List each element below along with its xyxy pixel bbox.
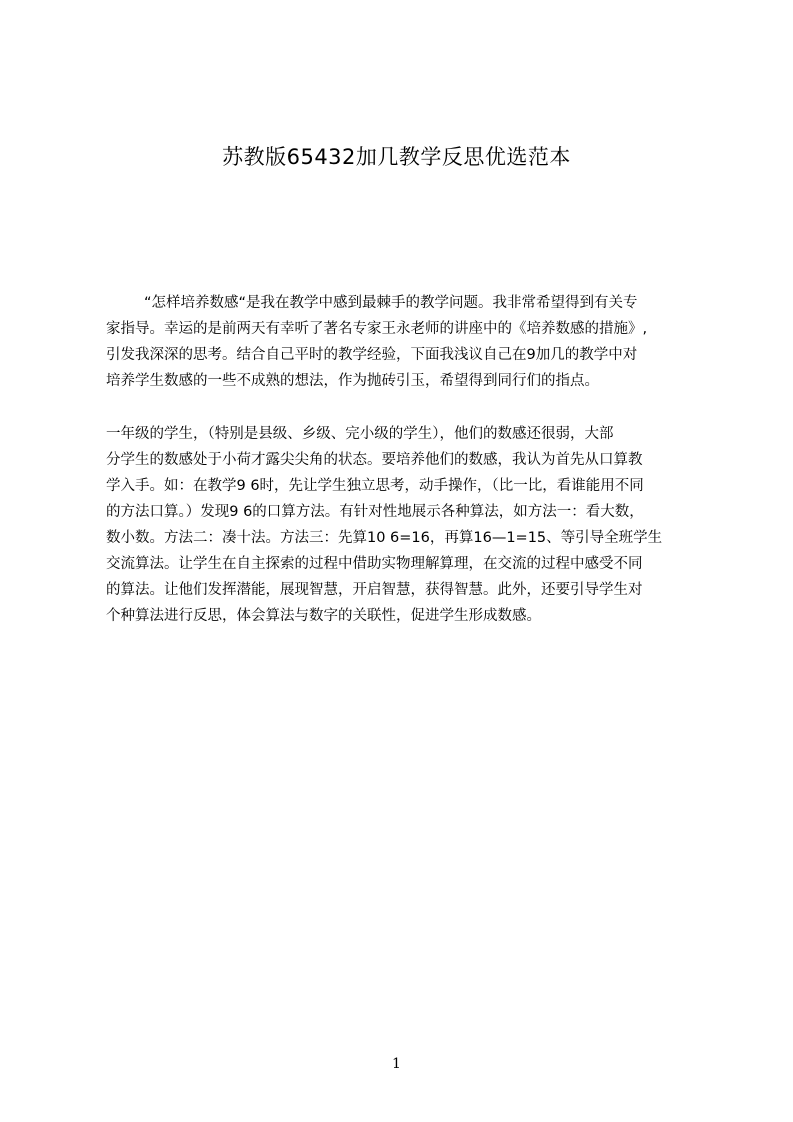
paragraph-line: 数小数。方法二：凑十法。方法三：先算10 6=16，再算16—1=15、等引导全班学生 — [106, 530, 663, 546]
paragraph-line: 引发我深深的思考。结合自己平时的教学经验，下面我浅议自己在9加几的教学中对 — [106, 347, 638, 363]
paragraph-line: 分学生的数感处于小荷才露尖尖角的状态。要培养他们的数感，我认为首先从口算教 — [106, 452, 643, 468]
paragraph-line: 学入手。如：在教学9 6时，先让学生独立思考，动手操作，（比一比，看谁能用不同 — [106, 478, 644, 494]
paragraph-line: 的算法。让他们发挥潜能，展现智慧，开启智慧，获得智慧。此外，还要引导学生对 — [106, 582, 643, 598]
paragraph-2 — [106, 421, 696, 629]
page-title: 苏教版65432加几教学反思优选范本 — [222, 145, 571, 169]
paragraph-line: “怎样培养数感“是我在教学中感到最棘手的教学问题。我非常希望得到有关专 — [144, 295, 638, 311]
paragraph-line: 一年级的学生，（特别是县级、乡级、完小级的学生），他们的数感还很弱，大部 — [106, 426, 614, 442]
paragraph-1 — [106, 290, 696, 394]
paragraph-line: 的方法口算。）发现9 6的口算方法。有针对性地展示各种算法，如方法一：看大数， — [106, 504, 644, 520]
paragraph-line: 培养学生数感的一些不成熟的想法，作为抛砖引玉，希望得到同行们的指点。 — [106, 373, 599, 389]
paragraph-line: 个种算法进行反思，体会算法与数字的关联性，促进学生形成数感。 — [106, 608, 541, 624]
page-number: 1 — [392, 1056, 401, 1072]
paragraph-line: 家指导。幸运的是前两天有幸听了著名专家王永老师的讲座中的《培养数感的措施》, — [106, 321, 648, 337]
paragraph-line: 交流算法。让学生在自主探索的过程中借助实物理解算理，在交流的过程中感受不同 — [106, 556, 643, 572]
